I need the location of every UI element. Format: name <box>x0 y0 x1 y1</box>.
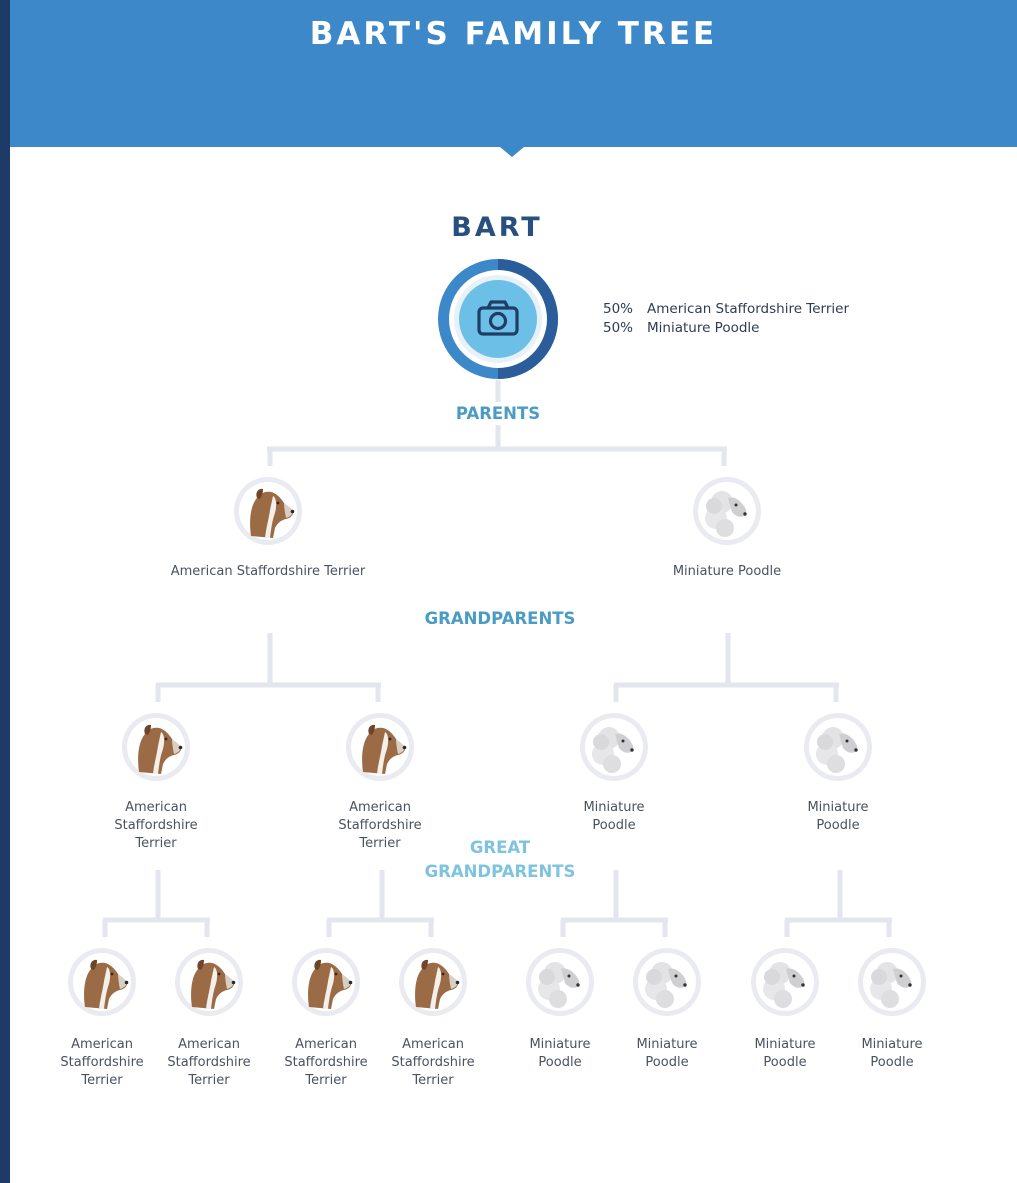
great-grandparent-breed-label <box>50 1036 154 1090</box>
breed-row <box>603 300 849 319</box>
breed-percent: 50% <box>603 301 634 317</box>
breed-percent: 50% <box>603 320 634 336</box>
terrier-portrait-icon <box>174 947 244 1017</box>
label-line: Terrier <box>81 1073 123 1088</box>
label-line: American <box>71 1037 133 1052</box>
terrier-portrait-icon <box>121 712 191 782</box>
label-line: Staffordshire <box>338 818 422 833</box>
breed-row <box>603 319 849 338</box>
side-strip <box>0 0 10 1183</box>
label-line: Staffordshire <box>284 1055 368 1070</box>
terrier-portrait-icon <box>345 712 415 782</box>
label-line: Poodle <box>763 1055 807 1070</box>
label-line: Miniature <box>807 800 869 815</box>
label-line: Staffordshire <box>167 1055 251 1070</box>
poodle-portrait-icon <box>579 712 649 782</box>
dog-photo-upload[interactable] <box>437 258 559 380</box>
poodle-portrait-icon <box>632 947 702 1017</box>
great-grandparent-node[interactable] <box>632 947 702 1017</box>
parent-breed-label: Miniature Poodle <box>672 564 782 579</box>
page-title: BART'S FAMILY TREE <box>309 16 718 52</box>
grandparent-breed-label <box>554 799 674 835</box>
label-line: Miniature <box>529 1037 591 1052</box>
poodle-portrait-icon <box>692 476 762 546</box>
label-line: Terrier <box>412 1073 454 1088</box>
label-line: American <box>178 1037 240 1052</box>
grandparent-node[interactable] <box>803 712 873 782</box>
breed-breakdown <box>603 300 849 338</box>
great-grandparent-breed-label <box>381 1036 485 1090</box>
label-line: Terrier <box>135 836 177 851</box>
camera-icon <box>437 258 559 380</box>
grandparent-node[interactable] <box>579 712 649 782</box>
great-grandparent-node[interactable] <box>291 947 361 1017</box>
great-grandparent-breed-label <box>840 1036 944 1072</box>
parents-heading: PARENTS <box>455 404 541 423</box>
terrier-portrait-icon <box>291 947 361 1017</box>
great-grandparent-breed-label <box>733 1036 837 1072</box>
banner-pointer <box>500 147 524 157</box>
grandparent-node[interactable] <box>345 712 415 782</box>
breed-name: Miniature Poodle <box>647 320 760 336</box>
grandparent-node[interactable] <box>121 712 191 782</box>
great-grandparent-node[interactable] <box>67 947 137 1017</box>
label-line: Staffordshire <box>60 1055 144 1070</box>
terrier-portrait-icon <box>67 947 137 1017</box>
poodle-portrait-icon <box>525 947 595 1017</box>
parent-node[interactable] <box>233 476 303 546</box>
label-line: Poodle <box>870 1055 914 1070</box>
label-line: Miniature <box>636 1037 698 1052</box>
grandparent-breed-label <box>96 799 216 853</box>
breed-name: American Staffordshire Terrier <box>647 301 850 317</box>
label-line: Poodle <box>592 818 636 833</box>
label-line: American <box>125 800 187 815</box>
label-line: Terrier <box>305 1073 347 1088</box>
great-grandparent-node[interactable] <box>174 947 244 1017</box>
poodle-portrait-icon <box>803 712 873 782</box>
label-line: American <box>402 1037 464 1052</box>
label-line: Miniature <box>583 800 645 815</box>
label-line: Poodle <box>645 1055 689 1070</box>
label-line: Terrier <box>188 1073 230 1088</box>
great-grandparent-node[interactable] <box>525 947 595 1017</box>
grandparents-heading: GRANDPARENTS <box>424 609 576 628</box>
label-line: Miniature <box>861 1037 923 1052</box>
parent-node[interactable] <box>692 476 762 546</box>
poodle-portrait-icon <box>750 947 820 1017</box>
grandparent-breed-label <box>778 799 898 835</box>
label-line: American <box>349 800 411 815</box>
label-line: Terrier <box>359 836 401 851</box>
great-grandparent-breed-label <box>157 1036 261 1090</box>
great-grandparent-node[interactable] <box>398 947 468 1017</box>
great-grandparent-breed-label <box>508 1036 612 1072</box>
dog-name: BART <box>451 212 543 243</box>
label-line: Poodle <box>538 1055 582 1070</box>
great-grandparents-heading-line2: GRANDPARENTS <box>424 862 576 881</box>
parent-breed-label: American Staffordshire Terrier <box>170 564 366 579</box>
great-grandparents-heading-line1: GREAT <box>469 838 531 857</box>
great-grandparent-breed-label <box>274 1036 378 1090</box>
poodle-portrait-icon <box>857 947 927 1017</box>
great-grandparent-node[interactable] <box>750 947 820 1017</box>
terrier-portrait-icon <box>398 947 468 1017</box>
great-grandparent-breed-label <box>615 1036 719 1072</box>
terrier-portrait-icon <box>233 476 303 546</box>
label-line: Poodle <box>816 818 860 833</box>
label-line: Staffordshire <box>391 1055 475 1070</box>
grandparent-breed-label <box>320 799 440 853</box>
label-line: Miniature <box>754 1037 816 1052</box>
great-grandparent-node[interactable] <box>857 947 927 1017</box>
label-line: American <box>295 1037 357 1052</box>
label-line: Staffordshire <box>114 818 198 833</box>
